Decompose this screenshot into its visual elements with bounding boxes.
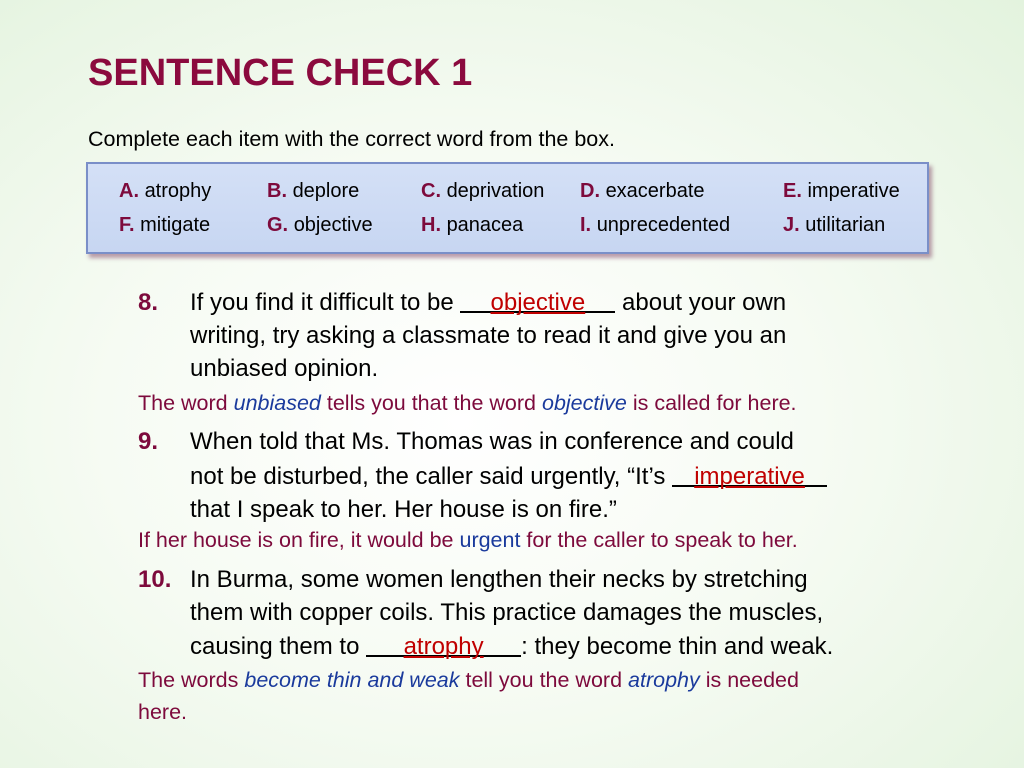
explanation-text: is needed: [699, 668, 799, 692]
question-text: : they become thin and weak.: [521, 633, 834, 660]
option-letter: G.: [267, 214, 289, 236]
explanation-keyword: unbiased: [233, 391, 321, 415]
question-line: that I speak to her. Her house is on fire.”: [190, 496, 617, 523]
answer-blank: [366, 633, 521, 661]
item-number: 9.: [138, 428, 159, 455]
explanation: [138, 391, 797, 416]
instructions: Complete each item with the correct word from the box.: [88, 127, 615, 151]
word-option: [119, 180, 211, 203]
explanation-keyword: urgent: [459, 528, 521, 552]
explanation-text: tell you the word: [459, 668, 629, 692]
option-word: panacea: [446, 214, 524, 236]
question-text: not be disturbed, the caller said urgently, “It’s: [190, 463, 673, 490]
word-box: [86, 162, 929, 254]
answer-blank: [672, 463, 827, 491]
option-word: mitigate: [140, 214, 211, 236]
question-line: When told that Ms. Thomas was in conference and could: [190, 428, 794, 455]
explanation-text: The words: [138, 668, 245, 692]
word-option: [267, 180, 359, 203]
answer-word: atrophy: [403, 633, 484, 660]
question-text: about your own: [615, 289, 787, 316]
answer-blank: [460, 289, 615, 317]
explanation-text: here.: [138, 700, 188, 724]
option-letter: A.: [119, 180, 139, 202]
question-line: them with copper coils. This practice damages the muscles,: [190, 599, 824, 626]
question-text: If you find it difficult to be: [190, 289, 461, 316]
option-word: utilitarian: [805, 214, 886, 236]
page-title: SENTENCE CHECK 1: [88, 52, 473, 94]
option-letter: C.: [421, 180, 441, 202]
word-option: [580, 180, 705, 203]
question-text: causing them to: [190, 633, 367, 660]
option-letter: H.: [421, 214, 441, 236]
explanation-keyword: atrophy: [628, 668, 700, 692]
option-letter: J.: [783, 214, 800, 236]
explanation: [138, 528, 798, 553]
word-option: [119, 214, 210, 237]
option-letter: B.: [267, 180, 287, 202]
explanation-text: tells you that the word: [320, 391, 542, 415]
answer-word: imperative: [694, 463, 805, 490]
word-option: [267, 214, 373, 237]
question-line: writing, try asking a classmate to read it and give you an: [190, 322, 787, 349]
explanation-text: The word: [138, 391, 234, 415]
explanation: [138, 700, 187, 725]
option-word: deplore: [292, 180, 360, 202]
word-option: [421, 180, 544, 203]
word-option: [580, 214, 730, 237]
option-word: unprecedented: [596, 214, 731, 236]
option-letter: E.: [783, 180, 802, 202]
explanation-keyword: objective: [541, 391, 627, 415]
explanation: [138, 668, 799, 693]
question-line: [190, 463, 827, 491]
item-number: 8.: [138, 289, 159, 316]
explanation-text: for the caller to speak to her.: [520, 528, 798, 552]
explanation-text: is called for here.: [626, 391, 797, 415]
question-line: [190, 633, 833, 661]
item-number: 10.: [138, 566, 172, 593]
word-option: [783, 180, 900, 203]
question-line: [190, 289, 786, 317]
option-word: atrophy: [144, 180, 212, 202]
word-option: [783, 214, 885, 237]
option-word: objective: [293, 214, 373, 236]
option-letter: F.: [119, 214, 135, 236]
option-word: imperative: [807, 180, 900, 202]
explanation-text: If her house is on fire, it would be: [138, 528, 460, 552]
option-word: exacerbate: [605, 180, 705, 202]
option-letter: I.: [580, 214, 592, 236]
option-word: deprivation: [446, 180, 545, 202]
option-letter: D.: [580, 180, 600, 202]
question-line: In Burma, some women lengthen their necks by stretching: [190, 566, 808, 593]
answer-word: objective: [490, 289, 586, 316]
explanation-keyword: become thin and weak: [244, 668, 460, 692]
word-option: [421, 214, 523, 237]
question-line: unbiased opinion.: [190, 355, 379, 382]
